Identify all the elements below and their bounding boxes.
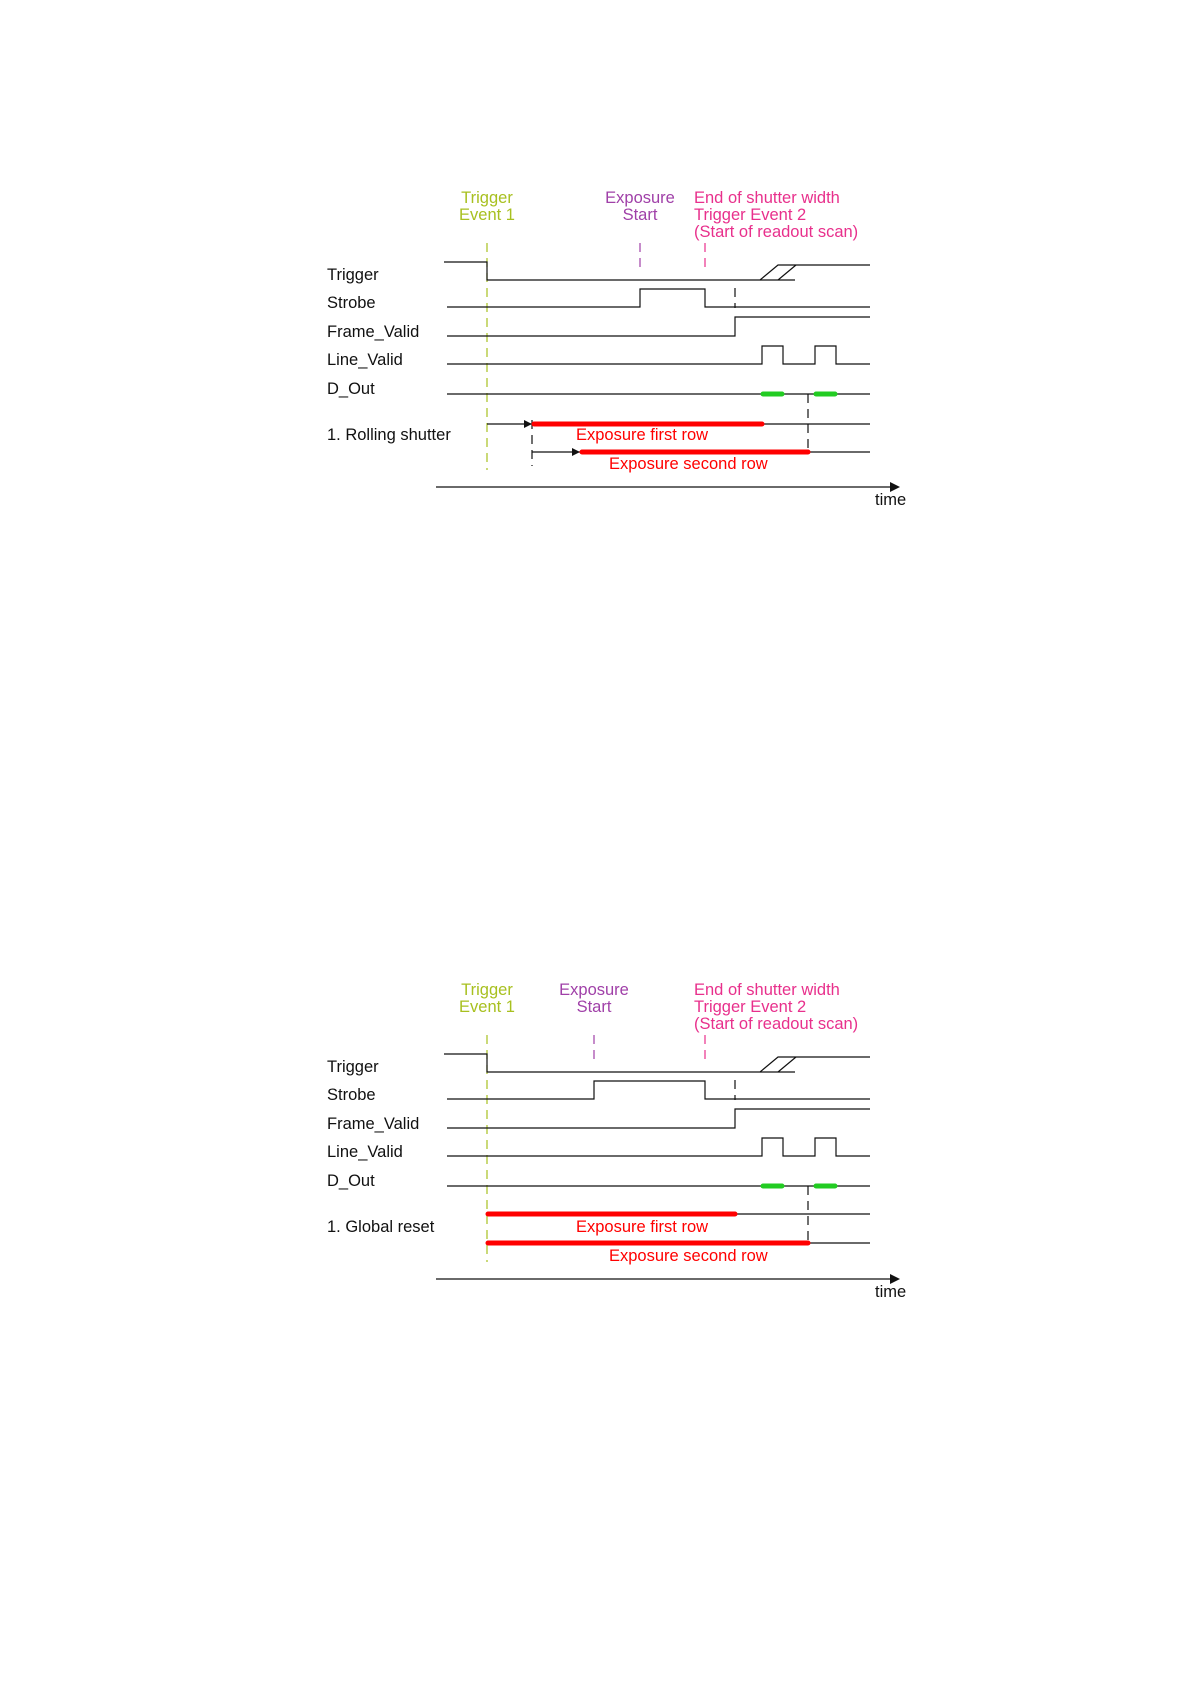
end-shutter-line-3: (Start of readout scan) — [694, 1015, 859, 1033]
strobe-waveform — [447, 1081, 870, 1099]
end-shutter-line-2: Trigger Event 2 — [694, 998, 807, 1016]
end-shutter-line-1: End of shutter width — [694, 981, 840, 999]
strobe-waveform — [447, 289, 870, 307]
trigger-event-label — [459, 982, 515, 1016]
signal-label-d-out: D_Out — [327, 380, 375, 398]
end-shutter-label — [694, 190, 858, 241]
time-axis-label: time — [875, 1283, 907, 1301]
time-axis-label: time — [875, 491, 907, 509]
end-shutter-label — [694, 982, 858, 1033]
trigger-waveform — [444, 1054, 870, 1072]
timing-diagram-global-reset — [0, 962, 1190, 1322]
frame-valid-waveform — [447, 317, 870, 336]
end-shutter-line-1: End of shutter width — [694, 189, 840, 207]
signal-label-line-valid: Line_Valid — [327, 1143, 403, 1161]
trigger-event-label — [459, 190, 515, 224]
trigger-edge-slope — [778, 265, 796, 280]
line-valid-waveform — [447, 346, 870, 364]
signal-label-frame-valid: Frame_Valid — [327, 1115, 420, 1133]
exposure-start-line-2: Start — [622, 206, 658, 224]
trigger-event-line-1: Trigger — [461, 189, 513, 207]
exposure-second-row-label: Exposure second row — [609, 1247, 768, 1265]
row1-arrowhead — [524, 420, 532, 428]
mode-label: 1. Rolling shutter — [327, 426, 451, 444]
trigger-edge-slope — [778, 1057, 796, 1072]
exposure-second-row-label: Exposure second row — [609, 455, 768, 473]
exposure-start-line-1: Exposure — [559, 981, 629, 999]
signal-label-line-valid: Line_Valid — [327, 351, 403, 369]
exposure-start-label — [559, 982, 629, 1016]
trigger-event-line-1: Trigger — [461, 981, 513, 999]
signal-label-trigger: Trigger — [327, 1058, 379, 1076]
signal-label-frame-valid: Frame_Valid — [327, 323, 420, 341]
frame-valid-waveform — [447, 1109, 870, 1128]
trigger-event-line-2: Event 1 — [459, 998, 515, 1016]
diagram-graphics — [0, 962, 1190, 1322]
timing-diagram-rolling-shutter — [0, 170, 1190, 530]
line-valid-waveform — [447, 1138, 870, 1156]
end-shutter-line-3: (Start of readout scan) — [694, 223, 859, 241]
trigger-event-line-2: Event 1 — [459, 206, 515, 224]
row2-arrowhead — [572, 448, 580, 456]
exposure-first-row-label: Exposure first row — [576, 1218, 709, 1236]
signal-label-trigger: Trigger — [327, 266, 379, 284]
exposure-start-label — [605, 190, 675, 224]
exposure-start-line-1: Exposure — [605, 189, 675, 207]
end-shutter-line-2: Trigger Event 2 — [694, 206, 807, 224]
signal-label-d-out: D_Out — [327, 1172, 375, 1190]
signal-label-strobe: Strobe — [327, 294, 376, 312]
signal-label-strobe: Strobe — [327, 1086, 376, 1104]
exposure-first-row-label: Exposure first row — [576, 426, 709, 444]
diagram-graphics — [0, 170, 1190, 530]
exposure-start-line-2: Start — [576, 998, 612, 1016]
trigger-waveform — [444, 262, 870, 280]
mode-label: 1. Global reset — [327, 1218, 435, 1236]
